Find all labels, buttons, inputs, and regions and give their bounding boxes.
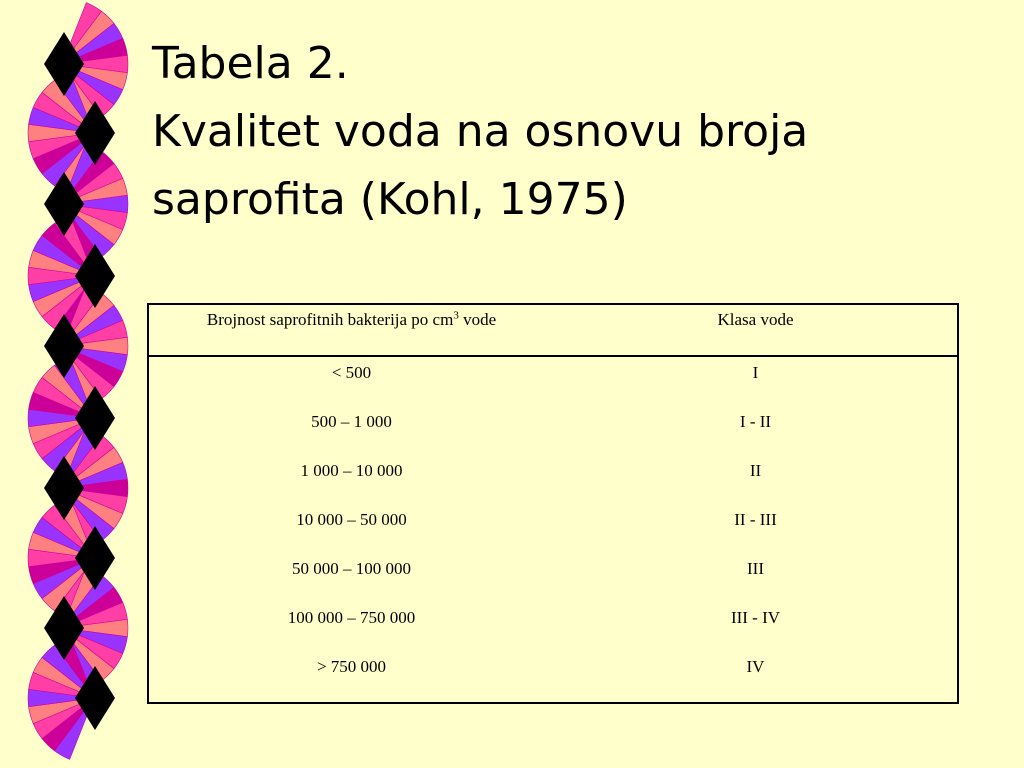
header-bacteria-count-text: Brojnost saprofitnih bakterija po cm [206,310,454,329]
bacteria-count-cell: 50 000 – 100 000 [292,559,411,578]
table-row [149,504,957,553]
water-class-cell: I - II [739,412,772,431]
bacteria-count-cell: > 750 000 [316,657,387,676]
header-water-class: Klasa vode [717,310,794,329]
saprophyte-water-quality-table [147,303,959,704]
table-row [149,357,957,406]
bacteria-count-cell: 500 – 1 000 [311,412,392,431]
bacteria-count-cell: 10 000 – 50 000 [296,510,407,529]
decorative-fan-border [0,0,140,768]
water-class-cell: II [749,461,762,480]
bacteria-count-cell: 1 000 – 10 000 [300,461,403,480]
bacteria-count-cell: 100 000 – 750 000 [287,608,416,627]
slide-title [152,30,992,234]
bacteria-count-cell: < 500 [331,363,372,382]
header-bacteria-count [149,305,554,356]
table-row [149,553,957,602]
water-class-cell: IV [746,657,765,676]
header-unit-exponent: 3 [453,309,459,322]
table-row [149,651,957,700]
title-line-2: Kvalitet voda na osnovu broja [152,106,809,157]
table-row [149,602,957,651]
water-class-cell: I [752,363,759,382]
title-line-3: saprofita (Kohl, 1975) [152,174,628,225]
table-row [149,406,957,455]
water-class-cell: III [747,559,764,578]
water-class-cell: II - III [734,510,777,529]
title-line-1: Tabela 2. [152,38,349,89]
table-row [149,455,957,504]
water-class-cell: III - IV [730,608,781,627]
header-bacteria-count-tail: vode [458,310,497,329]
table-header-row [149,305,957,357]
